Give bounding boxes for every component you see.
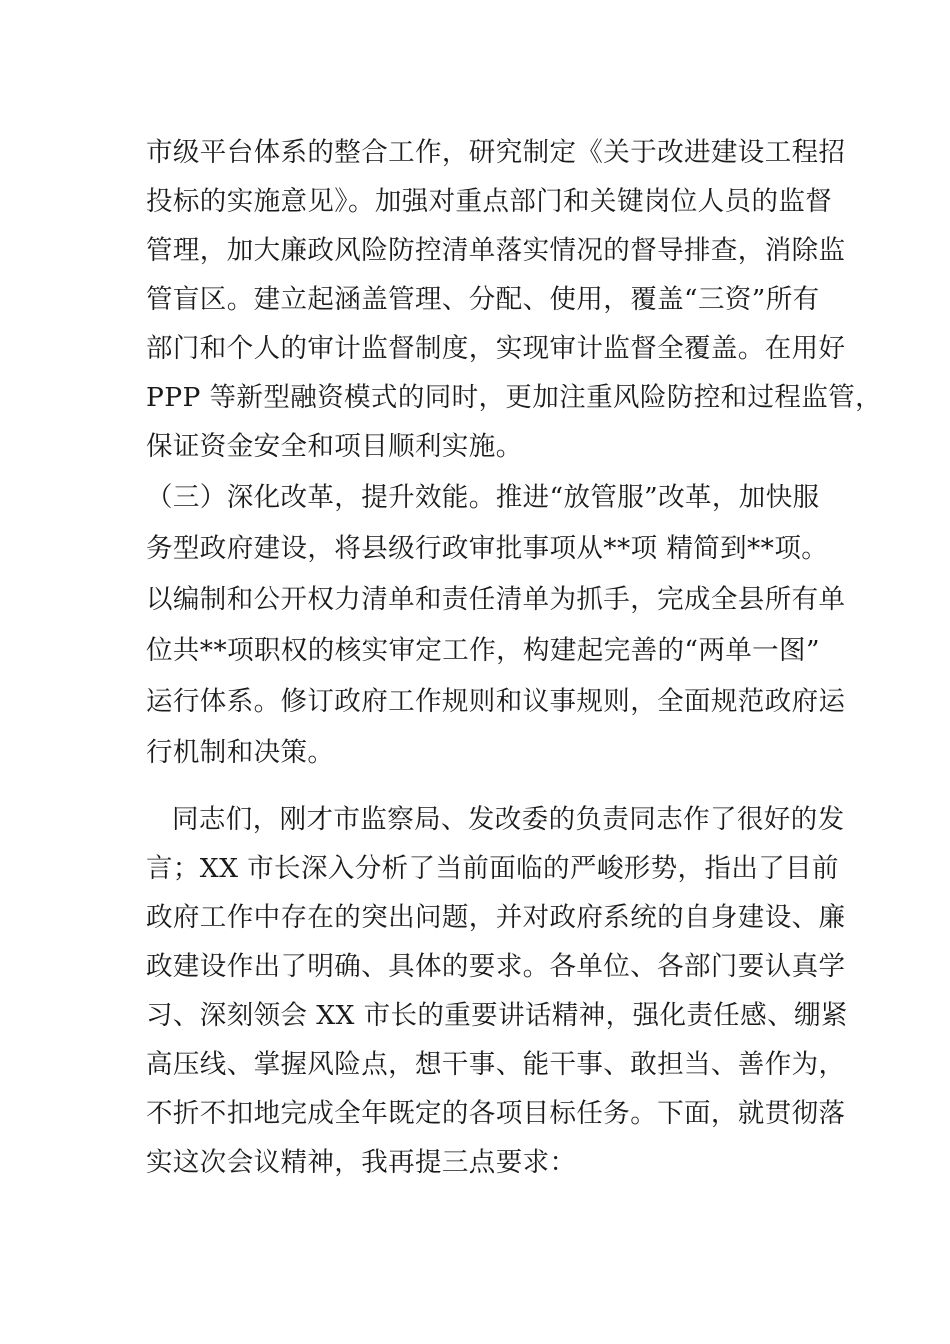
section-heading-line: （三）深化改革，提升效能。推进“放管服”改革，加快服 xyxy=(146,482,820,513)
text-line: 运行体系。修订政府工作规则和议事规则，全面规范政府运 xyxy=(146,686,846,717)
text-line: 高压线、掌握风险点，想干事、能干事、敢担当、善作为， xyxy=(146,1049,846,1080)
text-line: 政建设作出了明确、具体的要求。各单位、各部门要认真学 xyxy=(146,951,846,982)
text-line: 实这次会议精神，我再提三点要求： xyxy=(146,1147,577,1178)
text-line: 不折不扣地完成全年既定的各项目标任务。下面，就贯彻落 xyxy=(146,1098,846,1129)
text-line: 务型政府建设，将县级行政审批事项从**项 精简到**项。 xyxy=(146,533,829,564)
text-line: 市级平台体系的整合工作，研究制定《关于改进建设工程招 xyxy=(146,137,846,168)
text-line: PPP 等新型融资模式的同时，更加注重风险防控和过程监管， xyxy=(146,382,883,413)
text-line: 管理，加大廉政风险防控清单落实情况的督导排查，消除监 xyxy=(146,235,846,266)
text-line: 保证资金安全和项目顺利实施。 xyxy=(146,431,523,462)
text-line: 部门和个人的审计监督制度，实现审计监督全覆盖。在用好 xyxy=(146,333,846,364)
text-line: 行机制和决策。 xyxy=(146,737,335,768)
text-line: 习、深刻领会 XX 市长的重要讲话精神，强化责任感、绷紧 xyxy=(146,1000,848,1031)
text-line: 同志们，刚才市监察局、发改委的负责同志作了很好的发 xyxy=(172,804,845,835)
text-line: 管盲区。建立起涵盖管理、分配、使用，覆盖“三资”所有 xyxy=(146,284,820,315)
text-line: 位共**项职权的核实审定工作，构建起完善的“两单一图” xyxy=(146,635,820,666)
text-line: 以编制和公开权力清单和责任清单为抓手，完成全县所有单 xyxy=(146,584,846,615)
text-line: 投标的实施意见》。加强对重点部门和关键岗位人员的监督 xyxy=(146,186,833,217)
text-line: 政府工作中存在的突出问题，并对政府系统的自身建设、廉 xyxy=(146,902,846,933)
text-line: 言；XX 市长深入分析了当前面临的严峻形势，指出了目前 xyxy=(146,853,839,884)
